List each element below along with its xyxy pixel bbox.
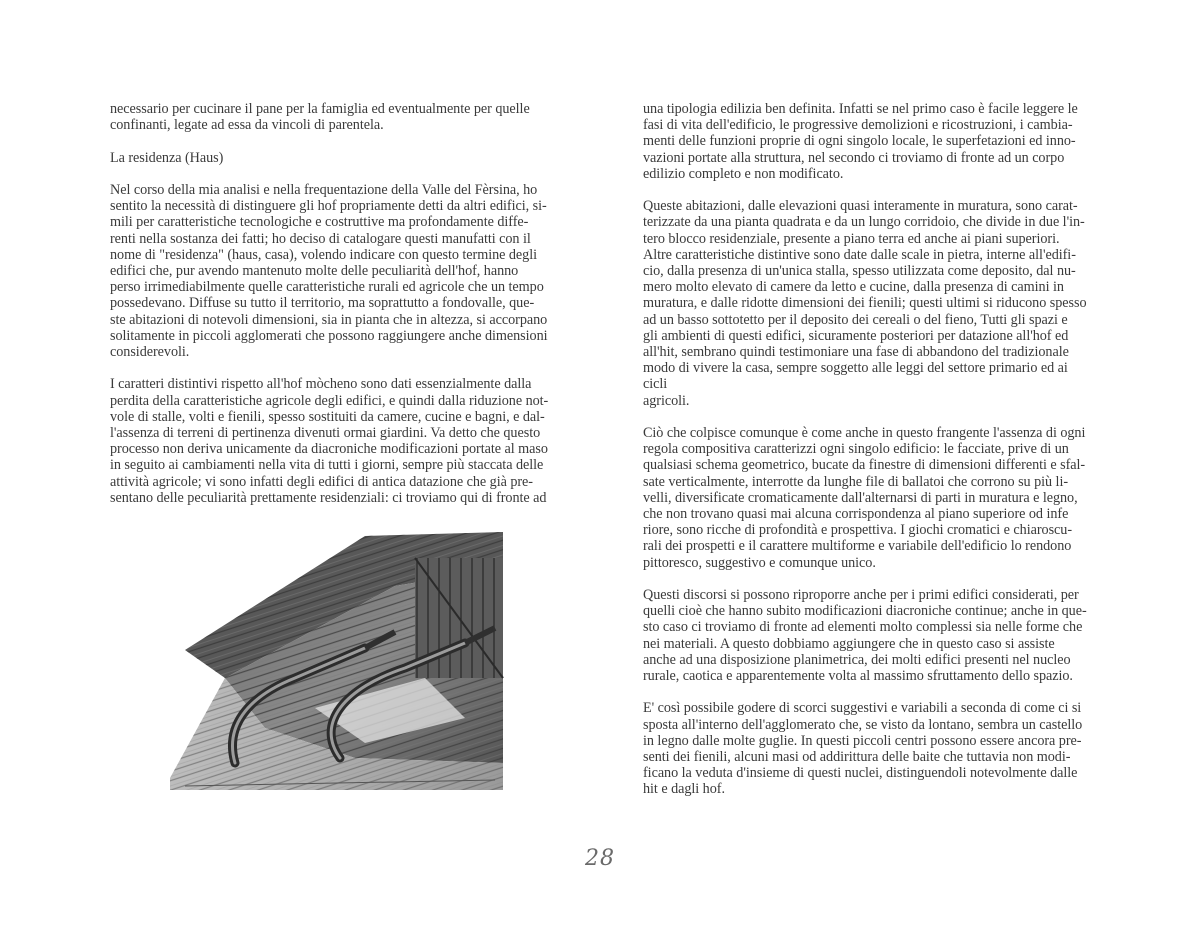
barn-roof-illustration <box>165 528 510 790</box>
paragraph: necessario per cucinare il pane per la famiglia ed eventualmente per quelle confinanti, legate ad essa da vincoli di parentela. <box>110 101 530 134</box>
paragraph: Queste abitazioni, dalle elevazioni quasi interamente in muratura, sono carat- terizzate da una pianta quadrata e da un lungo corridoio, che divide in due l'in- tero blocco residenziale, presente a piano terra ed anche ai piani superiori. Altre caratteristiche distintive sono date dalle scale in pietra, interne all'edifi- cio, dalla presenza di un'unica stalla, spesso utilizzata come deposito, dal nu- mero molto elevato di camere da letto e cucine, dalla presenza di camini in muratura, e dalle ridotte dimensioni dei fienili; questi ultimi si riducono spesso ad un basso sottotetto per il deposito dei cereali o del fieno, Tutti gli spazi e gli ambienti di questi edifici, sicuramente posteriori per datazione all'hof ed all'hit, sembrano quindi testimoniare una fase di abbandono del tradizionale modo di vivere la casa, sempre soggetto alle leggi del settore primario ed ai cicli agricoli. <box>643 198 1087 409</box>
section-heading: La residenza (Haus) <box>110 149 224 166</box>
paragraph: Questi discorsi si possono riproporre anche per i primi edifici considerati, per quelli cioè che hanno subito modificazioni diacroniche continue; anche in que- sto caso ci troviamo di fronte ad elementi molto complessi sia nelle forme che nei materiali. A questo dobbiamo aggiungere che in questo caso si assiste anche ad una disposizione planimetrica, dei molti edifici presenti nel nucleo rurale, caotica e apparentemente volta al massimo sfruttamento dello spazio. <box>643 587 1087 685</box>
paragraph: Ciò che colpisce comunque è come anche in questo frangente l'assenza di ogni regola compositiva caratterizzi ogni singolo edificio: le facciate, prive di un qualsiasi schema geometrico, bucate da finestre di dimensioni differenti e sfal- sate verticalmente, interrotte da lunghe file di ballatoi che corrono su più li- velli, diversificate cromaticamente dall'alternarsi di parti in muratura e legno, che non trovano quasi mai alcuna corrispondenza al piano superiore od infe riore, sono ricche di profondità e prospettiva. I giochi cromatici e chiaroscu- rali dei prospetti e il carattere multiforme e variabile dell'edificio lo rendono pittoresco, suggestivo e comunque unico. <box>643 425 1086 571</box>
paragraph: una tipologia edilizia ben definita. Infatti se nel primo caso è facile leggere le fasi di vita dell'edificio, le progressive demolizioni e ricostruzioni, i cambia- menti delle funzioni proprie di ogni singolo locale, le superfetazioni ed inno- vazioni portate alla struttura, nel secondo ci troviamo di fronte ad un corpo edilizio completo e non modificato. <box>643 101 1078 182</box>
paragraph: I caratteri distintivi rispetto all'hof mòcheno sono dati essenzialmente dalla perdita della caratteristiche agricole degli edifici, e quindi dalla riduzione not- vole di stalle, volti e fienili, spesso sostituiti da camere, cucine e bagni, e dal- l'assenza di terreni di pertinenza divenuti ormai giardini. Va detto che questo processo non deriva unicamente da diacroniche modificazioni portate al maso in seguito ai cambiamenti nella vita di tutti i giorni, sempre più staccata delle attività agricole; vi sono infatti degli edifici di antica datazione che già pre- sentano delle peculiarità prettamente residenziali: ci troviamo qui di fronte ad <box>110 376 549 506</box>
right-column <box>643 101 1093 814</box>
paragraph: Nel corso della mia analisi e nella frequentazione della Valle del Fèrsina, ho sentito la necessità di distinguere gli hof propriamente detti da altri edifici, si- mili per caratteristiche tecnologiche e costruttive ma profondamente diffe- renti nella sostanza dei fatti; ho deciso di catalogare questi manufatti con il nome di "residenza" (haus, casa), volendo indicare con questo termine degli edifici che, pur avendo mantenuto molte delle peculiarità dell'hof, hanno perso irrimediabilmente quelle caratteristiche rurali ed agricole che un tempo possedevano. Diffuse su tutto il territorio, ma soprattutto a fondovalle, que- ste abitazioni di notevoli dimensioni, sia in pianta che in altezza, si accorpano solitamente in piccoli agglomerati che possono raggiungere anche dimensioni considerevoli. <box>110 181 548 361</box>
page-number: 28 <box>585 846 615 871</box>
left-column <box>110 101 560 522</box>
paragraph: E' così possibile godere di scorci suggestivi e variabili a seconda di come ci si sposta all'interno dell'agglomerato che, se visto da lontano, sembra un castello in legno dalle molte guglie. In questi piccoli centri possono essere ancora pre- senti dei fienili, alcuni masi od addirittura delle baite che tuttavia non modi- ficano la veduta d'insieme di questi nuclei, distinguendoli notevolmente dalle hit e dagli hof. <box>643 700 1083 798</box>
